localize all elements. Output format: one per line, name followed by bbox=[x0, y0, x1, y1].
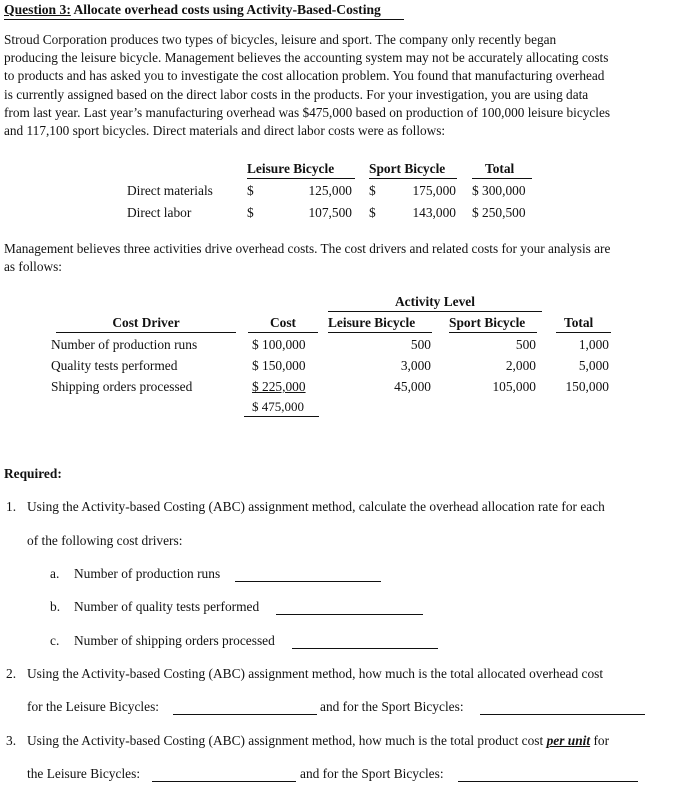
total-activity: 1,000 bbox=[578, 337, 609, 352]
sport-value: 143,000 bbox=[412, 205, 456, 220]
title-underline bbox=[4, 19, 404, 20]
intro-line: and 117,100 sport bicycles. Direct materials and direct labor costs were as follows: bbox=[4, 123, 446, 139]
item-letter: c. bbox=[50, 633, 60, 648]
header-leisure-bicycle: Leisure Bicycle bbox=[247, 161, 335, 176]
total-value: $ 300,000 bbox=[472, 183, 526, 198]
question-3-text bbox=[27, 733, 609, 749]
question-number: Question 3: bbox=[4, 2, 71, 17]
answer-blank-3-leisure[interactable] bbox=[152, 781, 296, 782]
question-1-text: Using the Activity-based Costing (ABC) assignment method, calculate the overhead allocation rate for each bbox=[27, 499, 605, 514]
header-underline bbox=[472, 178, 532, 179]
header-underline bbox=[449, 332, 537, 333]
question-2-number: 2. bbox=[6, 666, 17, 681]
question-1-number: 1. bbox=[6, 499, 17, 514]
cost-total-underline bbox=[244, 416, 319, 417]
header-sport-bicycle: Sport Bicycle bbox=[369, 161, 446, 176]
header-underline bbox=[247, 178, 355, 179]
question-3-text-pre: Using the Activity-based Costing (ABC) assignment method, how much is the total product cost bbox=[27, 733, 547, 748]
header-underline bbox=[56, 332, 236, 333]
activity-level-underline bbox=[328, 311, 542, 312]
sport-value: 175,000 bbox=[412, 183, 456, 198]
question-1-text-cont: of the following cost drivers: bbox=[27, 533, 183, 548]
total-value: $ 250,500 bbox=[472, 205, 526, 220]
header-cost: Cost bbox=[269, 315, 297, 330]
driver-cost: $ 100,000 bbox=[252, 337, 306, 352]
leisure-activity: 3,000 bbox=[400, 358, 431, 373]
intro-line: to products and has asked you to investigate the cost allocation problem. You found that manufacturing overhead bbox=[4, 68, 605, 84]
total-activity: 5,000 bbox=[578, 358, 609, 373]
header-total: Total bbox=[485, 161, 515, 176]
currency-symbol: $ bbox=[247, 183, 254, 198]
item-b-text: Number of quality tests performed bbox=[74, 599, 260, 614]
currency-symbol: $ bbox=[247, 205, 254, 220]
driver-cost: $ 225,000 bbox=[252, 379, 306, 394]
question-2-leisure-label: for the Leisure Bicycles: bbox=[27, 699, 159, 714]
row-label: Direct labor bbox=[127, 205, 192, 220]
answer-blank-2-sport[interactable] bbox=[480, 714, 645, 715]
currency-symbol: $ bbox=[369, 205, 376, 220]
question-3-text-post: for bbox=[590, 733, 610, 748]
mgmt-line: as follows: bbox=[4, 259, 62, 275]
intro-paragraph bbox=[4, 31, 668, 140]
cost-driver: Number of production runs bbox=[51, 337, 198, 352]
header-underline bbox=[369, 178, 457, 179]
question-title bbox=[4, 2, 381, 18]
answer-blank-a[interactable] bbox=[235, 581, 381, 582]
mgmt-line: Management believes three activities drive overhead costs. The cost drivers and related costs for your analysis are bbox=[4, 241, 611, 256]
intro-line: producing the leisure bicycle. Management believes the accounting system may not be accurately allocating costs bbox=[4, 50, 609, 66]
header-sport-bicycle: Sport Bicycle bbox=[449, 315, 526, 330]
question-2-sport-label: and for the Sport Bicycles: bbox=[320, 699, 464, 714]
header-underline bbox=[328, 332, 432, 333]
sport-activity: 500 bbox=[515, 337, 536, 352]
answer-blank-3-sport[interactable] bbox=[458, 781, 638, 782]
item-letter: a. bbox=[50, 566, 60, 581]
sport-activity: 2,000 bbox=[505, 358, 536, 373]
row-label: Direct materials bbox=[127, 183, 213, 198]
required-heading: Required: bbox=[4, 466, 62, 481]
intro-line: is currently assigned based on the direct labor costs in the products. For your investigation, you are using data bbox=[4, 86, 589, 102]
question-3-number: 3. bbox=[6, 733, 17, 748]
item-c-text: Number of shipping orders processed bbox=[74, 633, 275, 648]
activity-level-header: Activity Level bbox=[395, 294, 475, 309]
leisure-value: 107,500 bbox=[308, 205, 352, 220]
item-letter: b. bbox=[50, 599, 61, 614]
currency-symbol: $ bbox=[369, 183, 376, 198]
question-3-sport-label: and for the Sport Bicycles: bbox=[300, 766, 444, 781]
header-underline bbox=[556, 332, 611, 333]
header-underline bbox=[248, 332, 318, 333]
management-paragraph bbox=[4, 240, 668, 276]
question-3-leisure-label: the Leisure Bicycles: bbox=[27, 766, 141, 781]
answer-blank-c[interactable] bbox=[292, 648, 438, 649]
cost-driver: Shipping orders processed bbox=[51, 379, 193, 394]
answer-blank-2-leisure[interactable] bbox=[173, 714, 317, 715]
answer-blank-b[interactable] bbox=[276, 614, 423, 615]
leisure-value: 125,000 bbox=[308, 183, 352, 198]
header-cost-driver: Cost Driver bbox=[112, 315, 180, 330]
cost-driver: Quality tests performed bbox=[51, 358, 178, 373]
intro-line: from last year. Last year’s manufacturing overhead was $475,000 based on production of 100,000 leisure bicycles bbox=[4, 104, 611, 120]
driver-cost: $ 150,000 bbox=[252, 358, 306, 373]
question-title-text: Allocate overhead costs using Activity-Based-Costing bbox=[70, 2, 381, 17]
intro-line: Stroud Corporation produces two types of bicycles, leisure and sport. The company only recently began bbox=[4, 32, 557, 47]
header-leisure-bicycle: Leisure Bicycle bbox=[328, 315, 416, 330]
per-unit-emphasis: per unit bbox=[546, 733, 591, 748]
cost-total: $ 475,000 bbox=[252, 399, 304, 414]
header-total: Total bbox=[564, 315, 594, 330]
question-2-text: Using the Activity-based Costing (ABC) assignment method, how much is the total allocated overhead cost bbox=[27, 666, 604, 681]
item-a-text: Number of production runs bbox=[74, 566, 221, 581]
leisure-activity: 500 bbox=[410, 337, 431, 352]
leisure-activity: 45,000 bbox=[394, 379, 431, 394]
sport-activity: 105,000 bbox=[492, 379, 536, 394]
total-activity: 150,000 bbox=[565, 379, 609, 394]
